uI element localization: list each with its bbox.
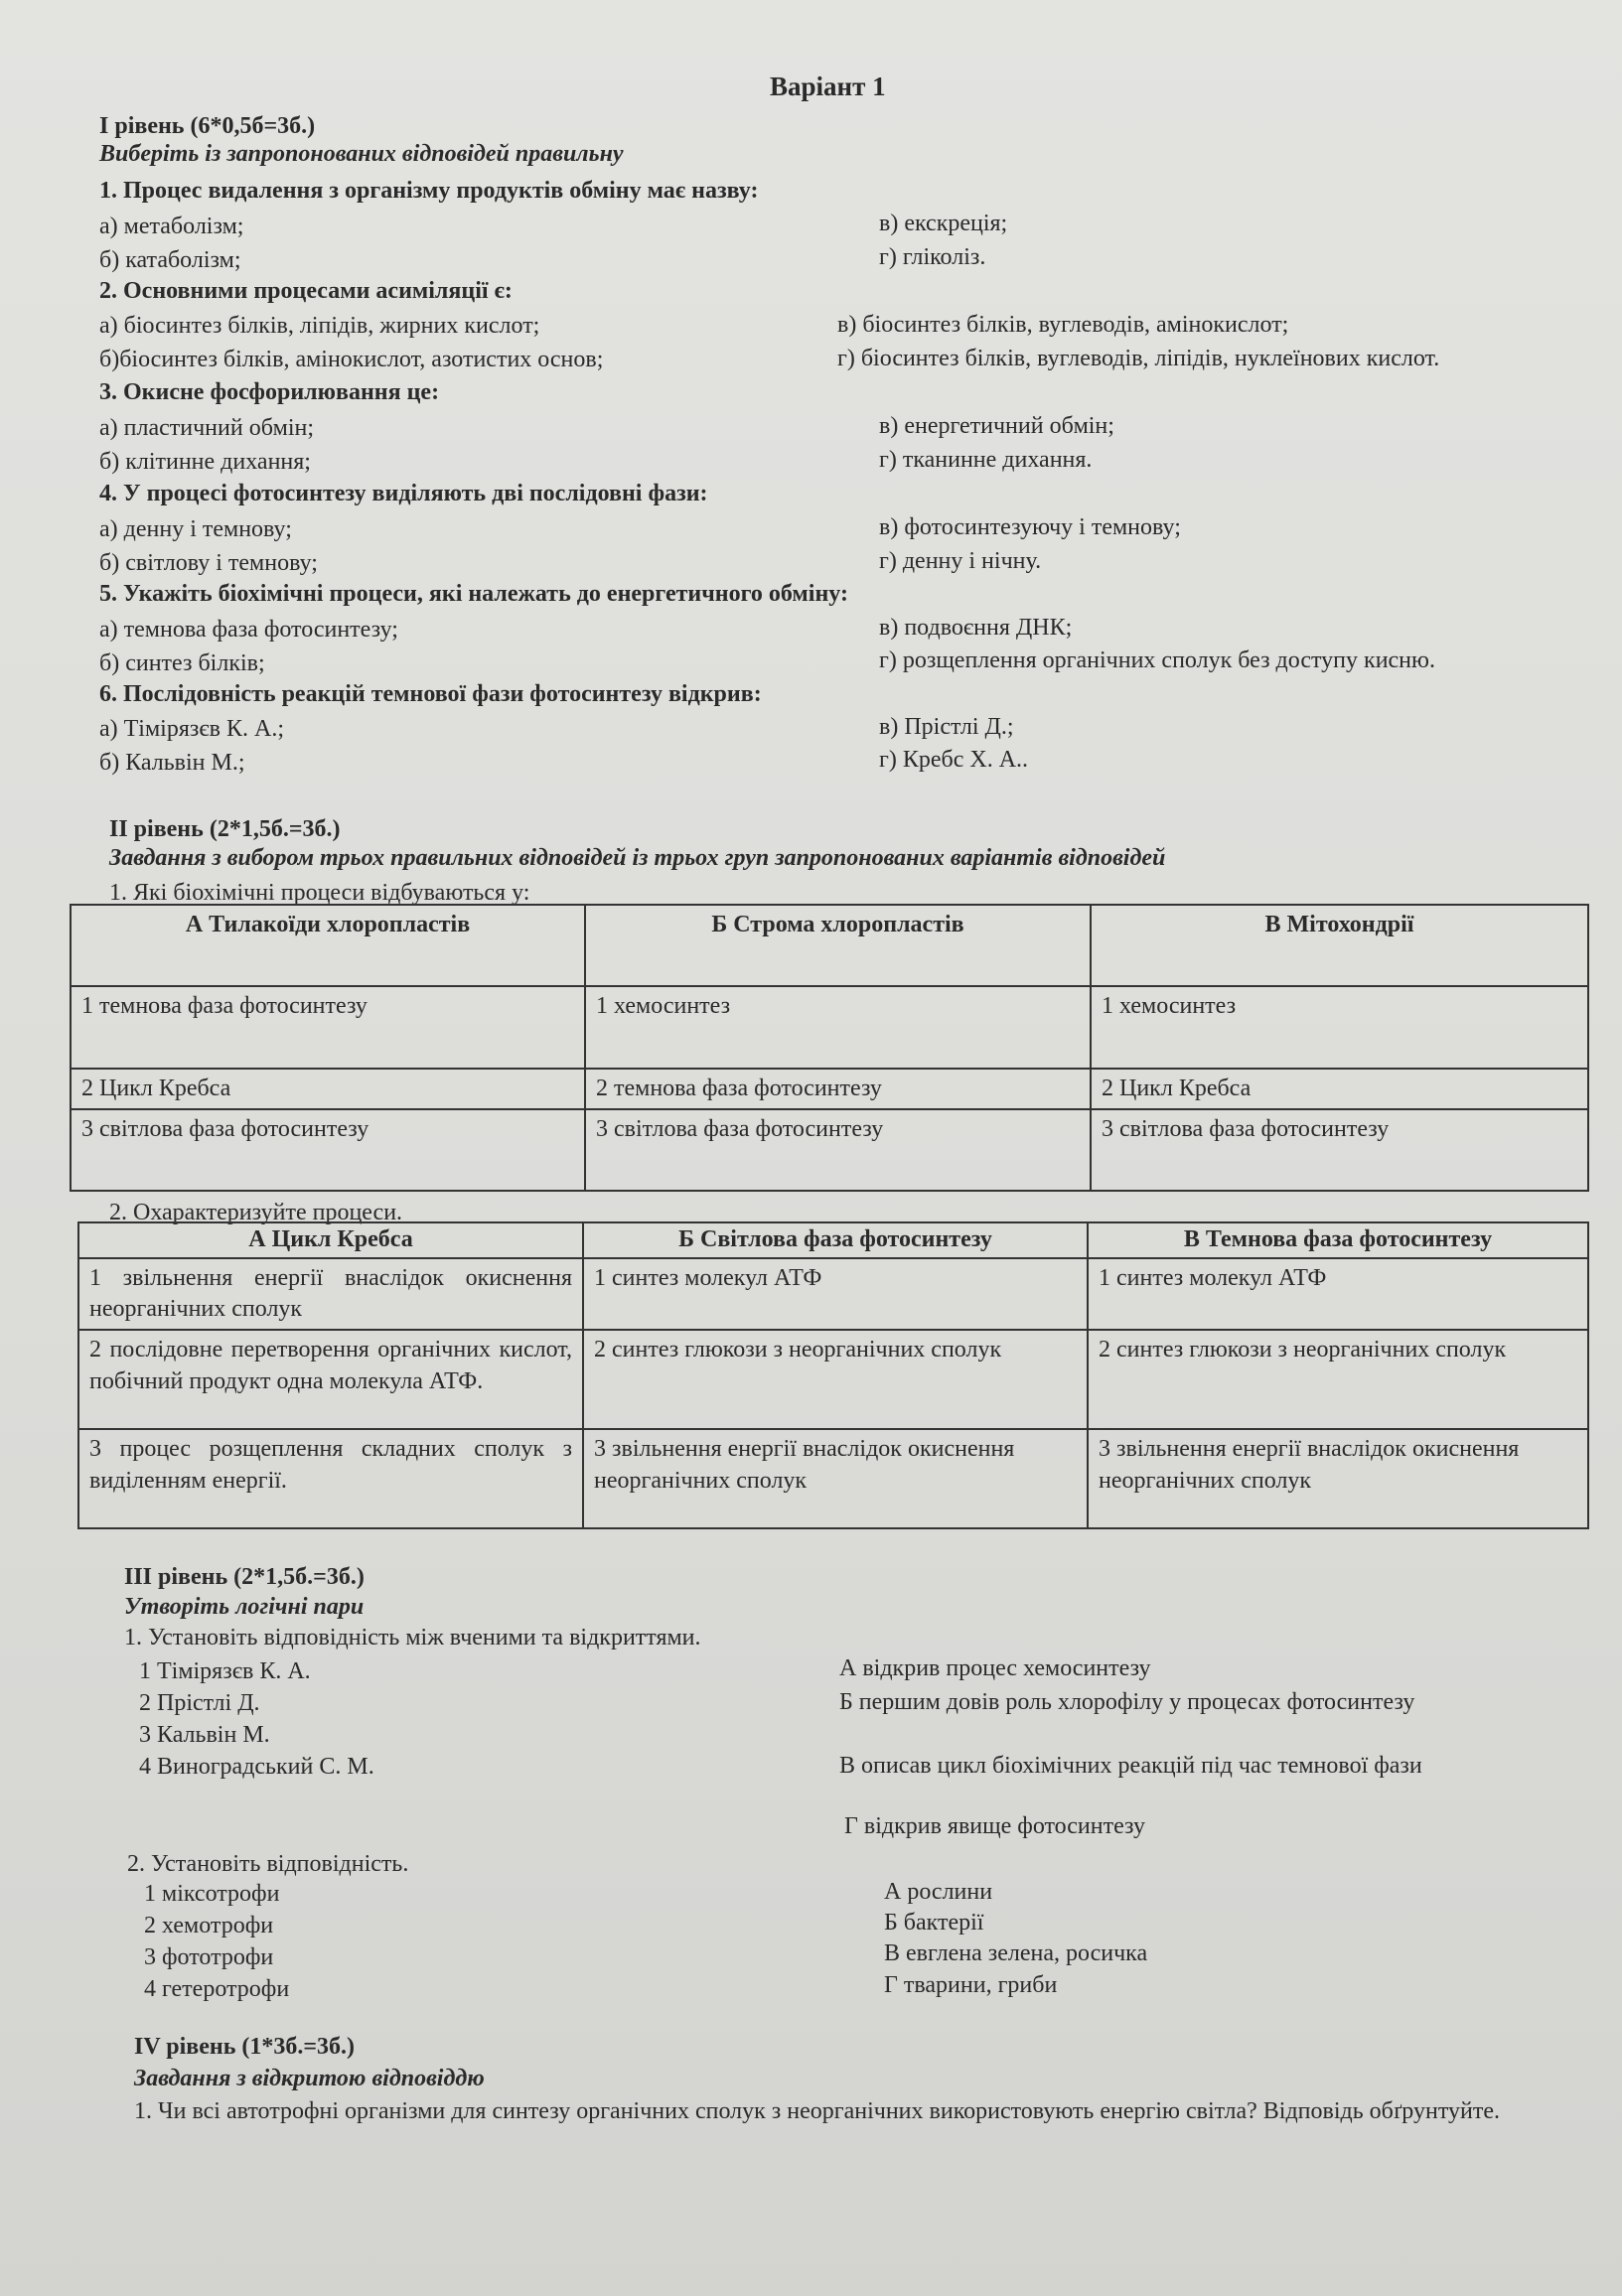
q1-option-d: г) гліколіз. (879, 244, 986, 270)
q6-option-d: г) Кребс Х. А.. (879, 747, 1029, 773)
table-cell: 1 синтез молекул АТФ (1088, 1258, 1588, 1330)
q1-option-a: а) метаболізм; (99, 214, 244, 239)
trophic-type-item: 3 фототрофи (144, 1944, 274, 1970)
level2-instruction: Завдання з вибором трьох правильних відповідей із трьох груп запропонованих варіантів відповідей (109, 845, 1166, 871)
level2-task2-question: 2. Охарактеризуйте процеси. (109, 1200, 403, 1225)
table-cell: 2 темнова фаза фотосинтезу (585, 1069, 1091, 1109)
page-title: Варіант 1 (770, 72, 886, 101)
q5-option-a: а) темнова фаза фотосинтезу; (99, 617, 398, 643)
table-row (71, 986, 1588, 1069)
table-cell: 1 звільнення енергії внаслідок окиснення неорганічних сполук (78, 1258, 583, 1330)
table-header-cell: Б Строма хлоропластів (585, 905, 1091, 986)
table-cell: 2 Цикл Кребса (71, 1069, 585, 1109)
organism-item: Б бактерії (884, 1910, 984, 1936)
q2-text: 2. Основними процесами асиміляції є: (99, 278, 513, 304)
q3-option-a: а) пластичний обмін; (99, 415, 315, 441)
q4-option-a: а) денну і темнову; (99, 516, 292, 542)
q5-option-d: г) розщеплення органічних сполук без доступу кисню. (879, 647, 1435, 673)
table-cell: 2 синтез глюкози з неорганічних сполук (583, 1330, 1088, 1429)
q6-option-a: а) Тімірязєв К. А.; (99, 716, 284, 742)
table-row (78, 1330, 1588, 1429)
level4-heading: IV рівень (1*3б.=3б.) (134, 2034, 356, 2060)
table-cell: 2 послідовне перетворення органічних кислот, побічний продукт одна молекула АТФ. (78, 1330, 583, 1429)
q3-option-c: в) енергетичний обмін; (879, 413, 1114, 439)
discovery-item: Б першим довів роль хлорофілу у процесах фотосинтезу (839, 1689, 1415, 1715)
trophic-type-item: 2 хемотрофи (144, 1913, 274, 1938)
q5-option-c: в) подвоєння ДНК; (879, 615, 1073, 641)
q1-option-b: б) катаболізм; (99, 247, 241, 273)
table-cell: 3 процес розщеплення складних сполук з виділенням енергії. (78, 1429, 583, 1528)
q4-text: 4. У процесі фотосинтезу виділяють дві послідовні фази: (99, 481, 708, 506)
q5-text: 5. Укажіть біохімічні процеси, які належать до енергетичного обміну: (99, 581, 848, 607)
level4-instruction: Завдання з відкритою відповіддю (134, 2066, 485, 2091)
q4-option-b: б) світлову і темнову; (99, 550, 318, 576)
table-header-cell: В Темнова фаза фотосинтезу (1088, 1222, 1588, 1258)
q3-option-b: б) клітинне дихання; (99, 449, 311, 475)
discovery-item: А відкрив процес хемосинтезу (839, 1655, 1151, 1681)
table-cell: 1 хемосинтез (1091, 986, 1588, 1069)
q4-option-c: в) фотосинтезуючу і темнову; (879, 514, 1181, 540)
q6-option-c: в) Прістлі Д.; (879, 714, 1014, 740)
q1-text: 1. Процес видалення з організму продуктів обміну має назву: (99, 178, 759, 204)
table-header-row (71, 905, 1588, 986)
table-header-cell: А Тилакоїди хлоропластів (71, 905, 585, 986)
organelles-processes-table (70, 904, 1589, 1192)
level3-instruction: Утворіть логічні пари (124, 1594, 365, 1620)
organism-item: А рослини (884, 1879, 993, 1905)
discovery-item: В описав цикл біохімічних реакцій під час темнової фази (839, 1753, 1422, 1779)
discovery-item: Г відкрив явище фотосинтезу (844, 1813, 1146, 1839)
organism-item: В евглена зелена, росичка (884, 1940, 1148, 1966)
table-cell: 1 хемосинтез (585, 986, 1091, 1069)
table-cell: 3 світлова фаза фотосинтезу (71, 1109, 585, 1191)
q3-option-d: г) тканинне дихання. (879, 447, 1093, 473)
q2-option-d: г) біосинтез білків, вуглеводів, ліпідів, нуклеїнових кислот. (837, 346, 1440, 371)
q6-option-b: б) Кальвін М.; (99, 750, 245, 776)
level3-heading: ІІІ рівень (2*1,5б.=3б.) (124, 1564, 365, 1590)
table-cell: 3 світлова фаза фотосинтезу (585, 1109, 1091, 1191)
level2-task1-question: 1. Які біохімічні процеси відбуваються у: (109, 880, 530, 906)
level1-heading: І рівень (6*0,5б=3б.) (99, 113, 316, 139)
q2-option-a: а) біосинтез білків, ліпідів, жирних кислот; (99, 313, 540, 339)
table-cell: 3 світлова фаза фотосинтезу (1091, 1109, 1588, 1191)
table-row (78, 1429, 1588, 1528)
table-row (78, 1258, 1588, 1330)
q6-text: 6. Послідовність реакцій темнової фази фотосинтезу відкрив: (99, 681, 762, 707)
level4-question: 1. Чи всі автотрофні організми для синтезу органічних сполук з неорганічних використовують енергію світла? Відповідь обґрунтуйте. (134, 2098, 1500, 2124)
level2-heading: ІІ рівень (2*1,5б.=3б.) (109, 816, 341, 842)
scientist-item: 2 Прістлі Д. (139, 1690, 260, 1716)
table-cell: 2 синтез глюкози з неорганічних сполук (1088, 1330, 1588, 1429)
table-cell: 1 синтез молекул АТФ (583, 1258, 1088, 1330)
table-header-cell: А Цикл Кребса (78, 1222, 583, 1258)
table-row (71, 1109, 1588, 1191)
level1-instruction: Виберіть із запропонованих відповідей правильну (99, 141, 624, 167)
q2-option-c: в) біосинтез білків, вуглеводів, амінокислот; (837, 312, 1289, 338)
organism-item: Г тварини, гриби (884, 1972, 1058, 1998)
scientist-item: 3 Кальвін М. (139, 1722, 270, 1748)
processes-characteristics-table (77, 1221, 1589, 1529)
scientist-item: 4 Виноградський С. М. (139, 1754, 374, 1780)
table-cell: 3 звільнення енергії внаслідок окиснення неорганічних сполук (583, 1429, 1088, 1528)
level3-task1-question: 1. Установіть відповідність між вченими та відкриттями. (124, 1625, 701, 1650)
level3-task2-question: 2. Установіть відповідність. (127, 1851, 409, 1877)
q2-option-b: б)біосинтез білків, амінокислот, азотистих основ; (99, 347, 604, 372)
q1-option-c: в) екскреція; (879, 211, 1008, 236)
table-row (71, 1069, 1588, 1109)
q3-text: 3. Окисне фосфорилювання це: (99, 379, 440, 405)
table-cell: 2 Цикл Кребса (1091, 1069, 1588, 1109)
table-cell: 1 темнова фаза фотосинтезу (71, 986, 585, 1069)
table-header-row (78, 1222, 1588, 1258)
q4-option-d: г) денну і нічну. (879, 548, 1042, 574)
q5-option-b: б) синтез білків; (99, 650, 265, 676)
table-cell: 3 звільнення енергії внаслідок окиснення неорганічних сполук (1088, 1429, 1588, 1528)
table-header-cell: Б Світлова фаза фотосинтезу (583, 1222, 1088, 1258)
scientist-item: 1 Тімірязєв К. А. (139, 1658, 311, 1684)
trophic-type-item: 4 гетеротрофи (144, 1976, 290, 2002)
table-header-cell: В Мітохондрії (1091, 905, 1588, 986)
trophic-type-item: 1 міксотрофи (144, 1881, 280, 1907)
